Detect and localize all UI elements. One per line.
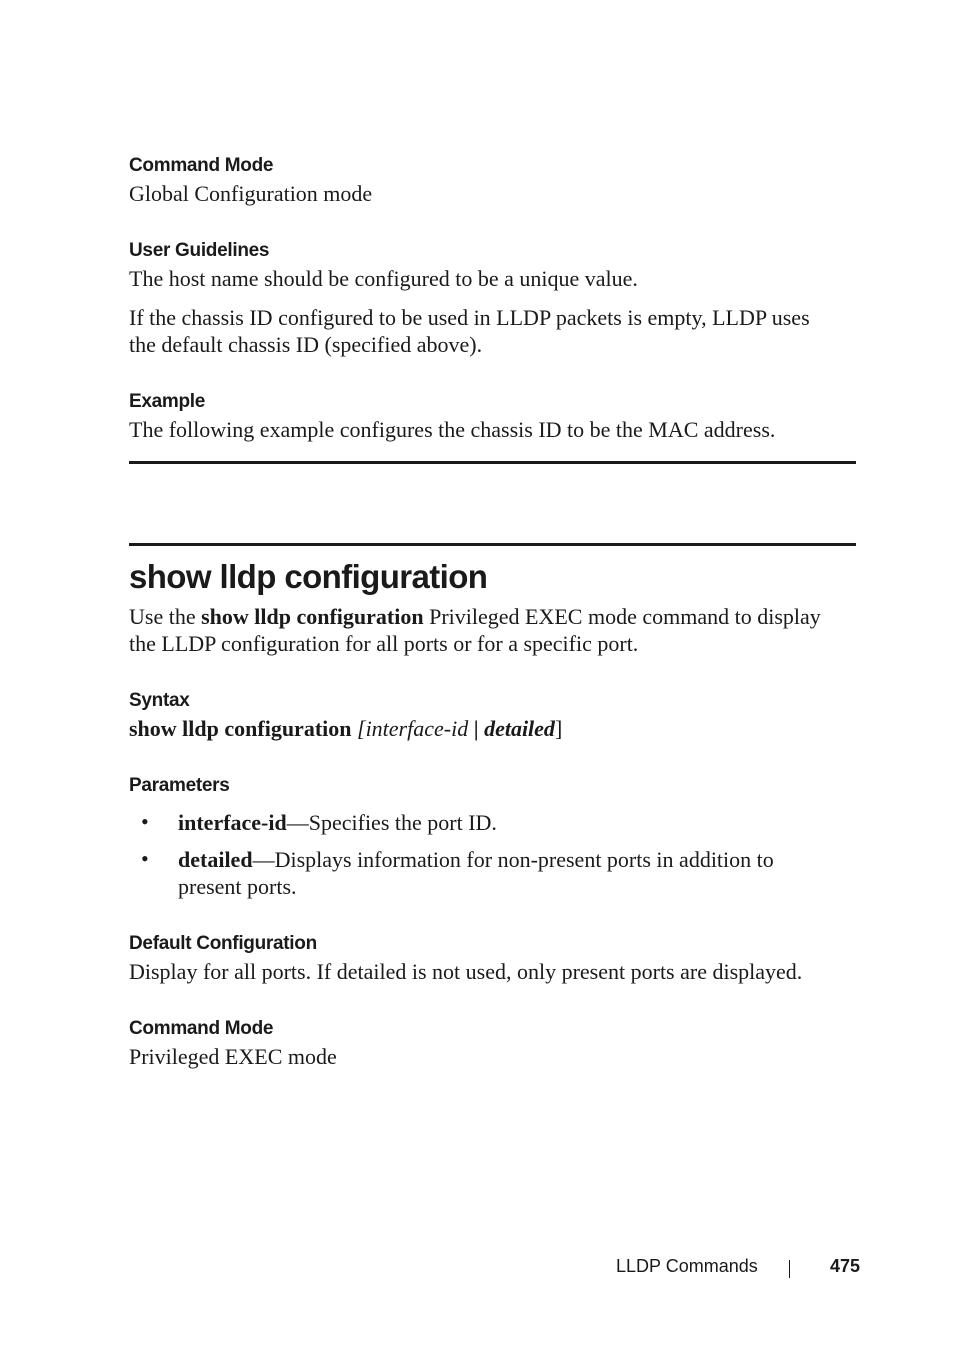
intro-line-1 (129, 603, 821, 630)
syntax-heading: Syntax (129, 690, 190, 711)
intro-command: show lldp configuration (201, 604, 424, 629)
parameters-heading: Parameters (129, 775, 230, 796)
section-end-rule (129, 461, 856, 464)
command-mode-heading-2: Command Mode (129, 1018, 274, 1039)
parameter-description: —Displays information for non-present ports in addition to (252, 847, 774, 872)
parameter-description: —Specifies the port ID. (286, 810, 497, 835)
example-text: The following example configures the chassis ID to be the MAC address. (129, 417, 776, 442)
user-guidelines-paragraph-2-line-1: If the chassis ID configured to be used in LLDP packets is empty, LLDP uses (129, 305, 810, 330)
command-mode-text-2: Privileged EXEC mode (129, 1044, 337, 1069)
page-number: 475 (830, 1256, 861, 1276)
footer-separator (789, 1260, 790, 1278)
user-guidelines-paragraph-1: The host name should be configured to be a unique value. (129, 266, 638, 291)
default-configuration-heading: Default Configuration (129, 933, 317, 954)
syntax-param-interface-id: interface-id (365, 716, 469, 741)
syntax-pipe: | (473, 716, 479, 741)
command-mode-heading: Command Mode (129, 155, 274, 176)
section-start-rule (129, 543, 856, 546)
example-heading: Example (129, 391, 206, 412)
command-mode-text: Global Configuration mode (129, 181, 373, 206)
intro-line-2: the LLDP configuration for all ports or for a specific port. (129, 631, 639, 656)
parameter-description-line-2: present ports. (178, 874, 297, 899)
parameter-name: detailed (178, 847, 253, 872)
default-configuration-text: Display for all ports. If detailed is not used, only present ports are displayed. (129, 959, 803, 984)
command-title: show lldp configuration (129, 558, 488, 595)
syntax-open-bracket: [ (357, 716, 366, 741)
syntax-command: show lldp configuration (129, 716, 352, 741)
parameter-bullet: • (141, 809, 149, 834)
intro-suffix: Privileged EXEC mode command to display (423, 604, 821, 629)
syntax-line (129, 715, 562, 742)
parameter-name: interface-id (178, 810, 287, 835)
parameter-bullet: • (141, 846, 149, 871)
intro-prefix: Use the (129, 604, 202, 629)
user-guidelines-paragraph-2-line-2: the default chassis ID (specified above). (129, 332, 483, 357)
user-guidelines-heading: User Guidelines (129, 240, 270, 261)
syntax-param-detailed: detailed (484, 716, 555, 741)
syntax-close-bracket: ] (554, 716, 563, 741)
parameter-item-interface-id (178, 809, 497, 836)
parameter-item-detailed (178, 846, 774, 873)
footer-section-name: LLDP Commands (616, 1256, 758, 1276)
